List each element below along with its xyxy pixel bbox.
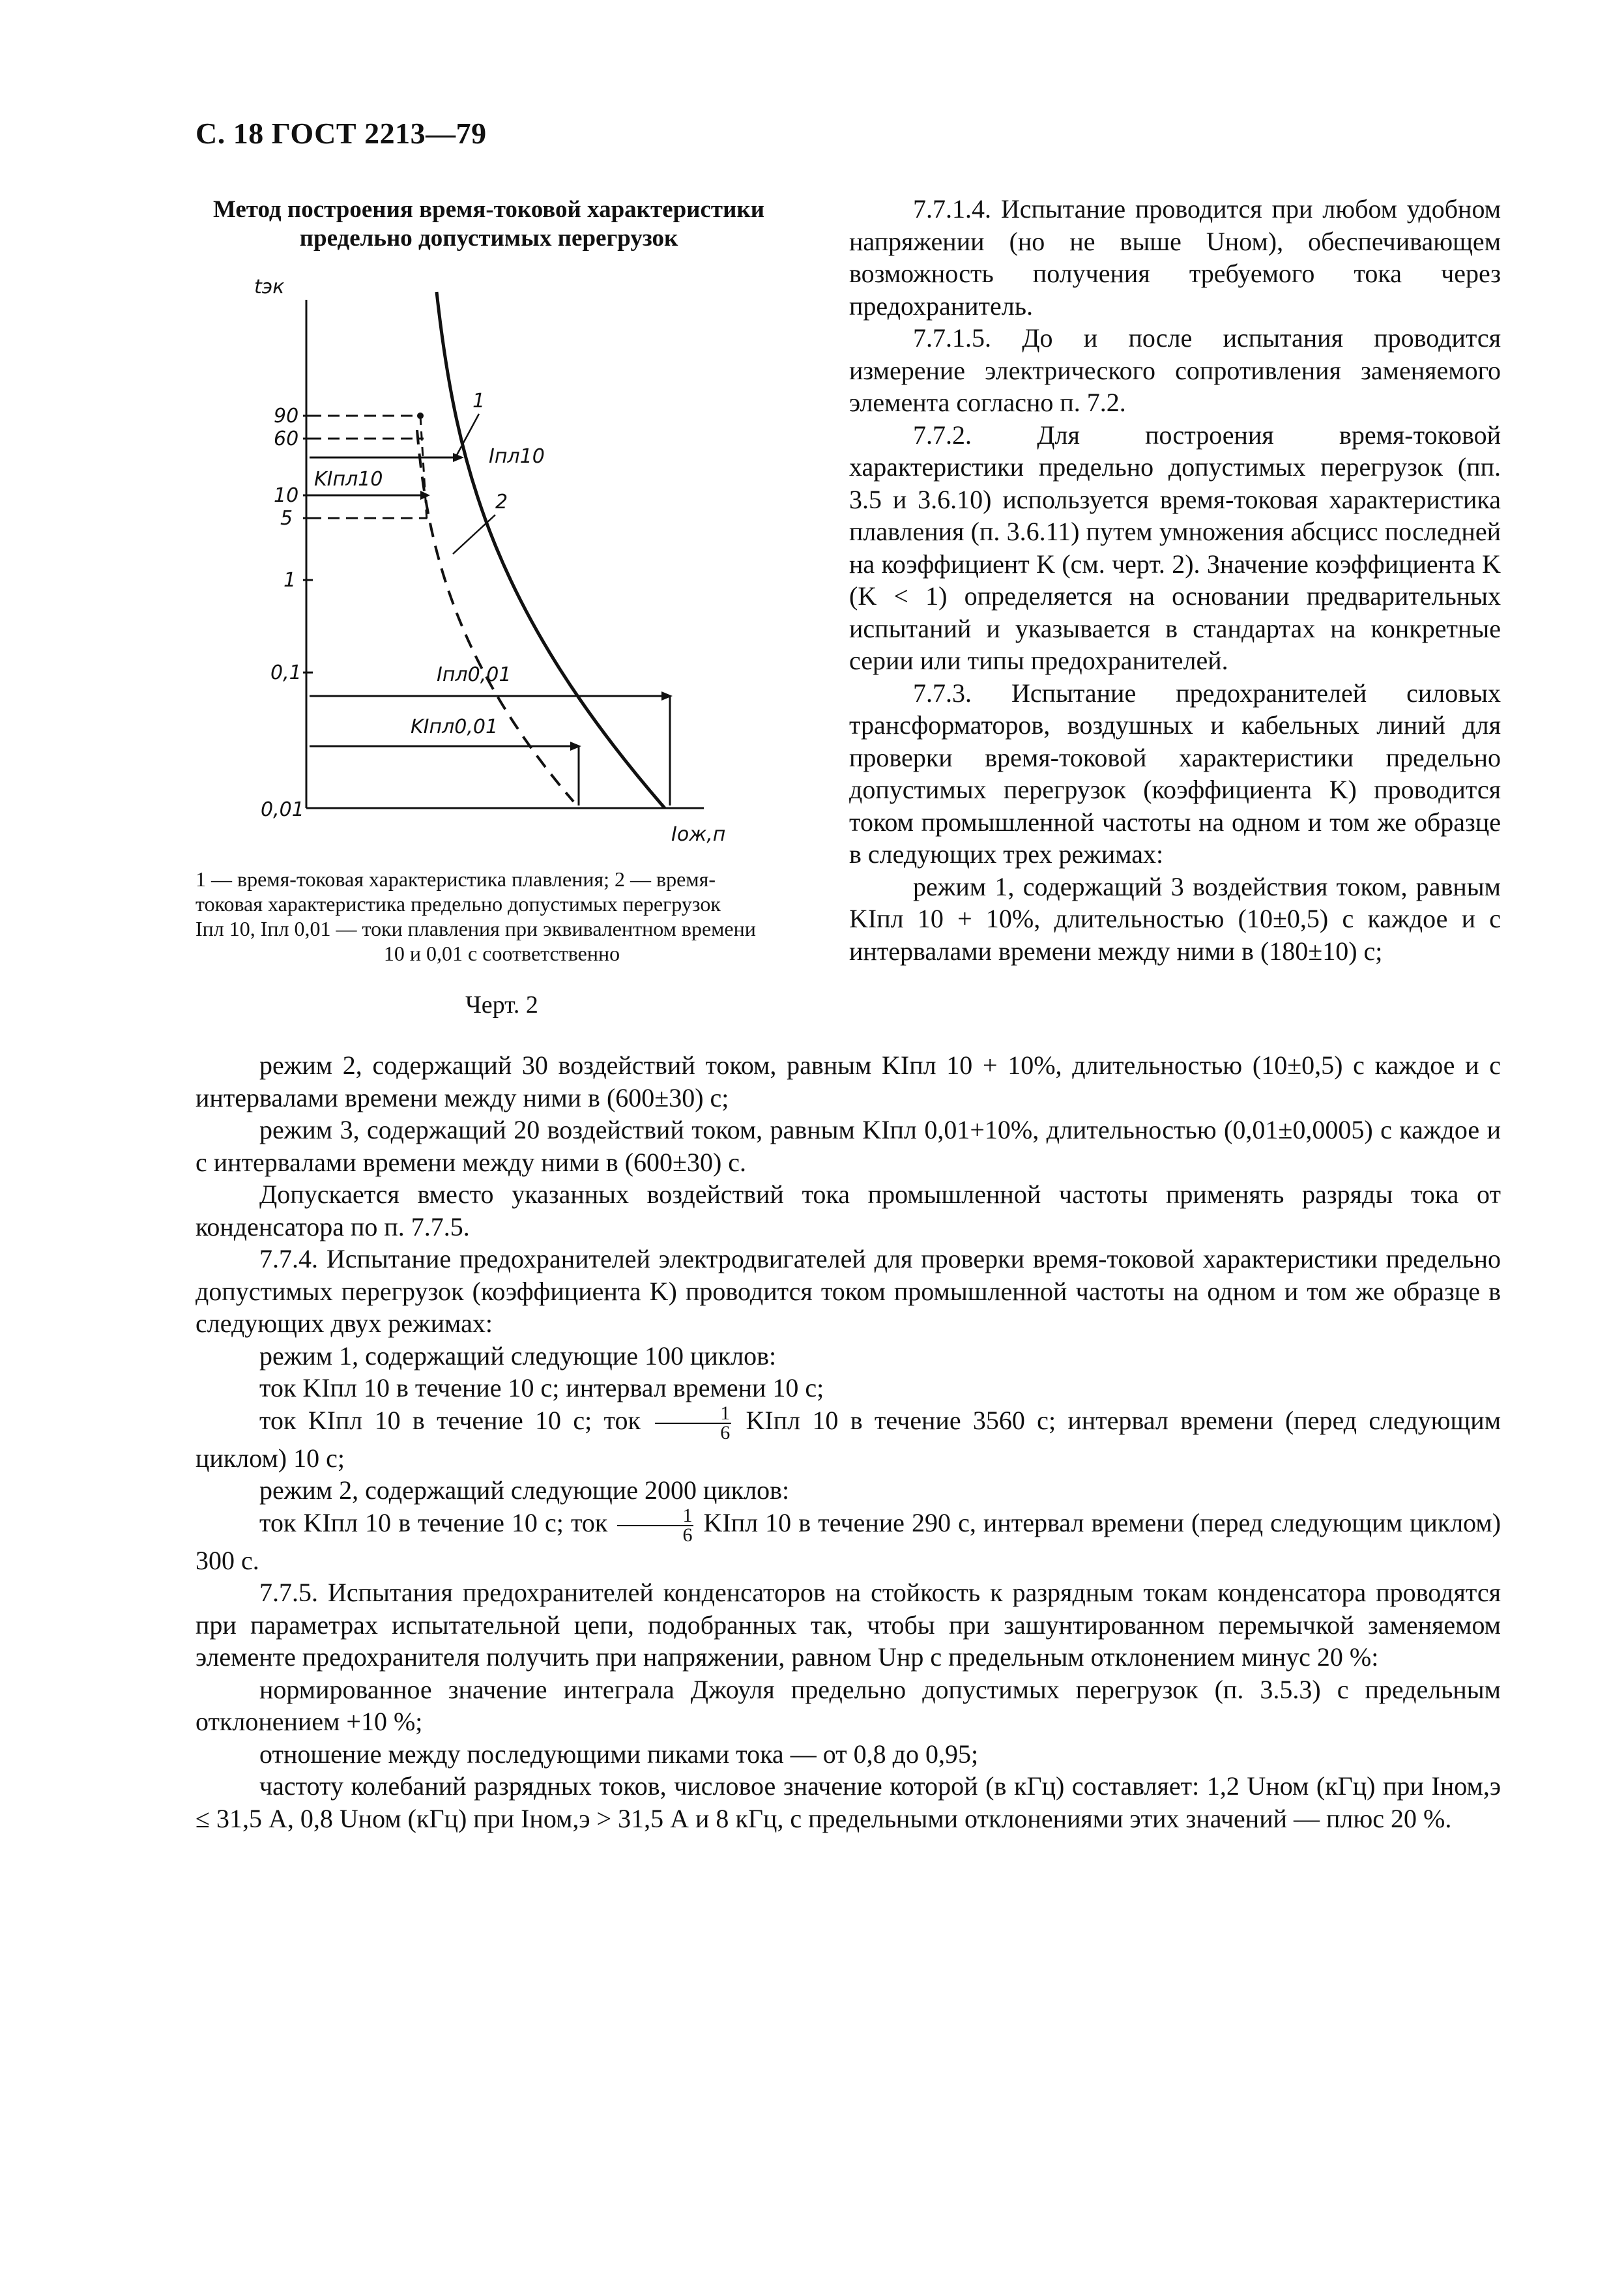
label-ipl10: Iпл10 xyxy=(489,445,545,468)
fraction-numerator-2: 1 xyxy=(617,1507,693,1526)
y-tick-5 xyxy=(280,507,313,530)
paragraph-frequency: частоту колебаний разрядных токов, числовое значение которой (в кГц) составляет: 1,2 Uном (кГц) при Iном,э ≤ 31,5 А, 0,8 Uном (кГц) при Iном,э > 31,5 А и 8 кГц, с предельными отклонениями этих значений — плюс 20 %. xyxy=(196,1771,1501,1833)
paragraph-7-7-4-mode-1: режим 1, содержащий следующие 100 циклов: xyxy=(259,1341,777,1371)
current-3-part-b: KIпл 10 в течение 290 с, интервал времени (перед следующим циклом) 300 с. xyxy=(196,1507,1501,1575)
caption-line-3: Iпл 10, Iпл 0,01 — токи плавления при эквивалентном времени xyxy=(196,917,756,940)
paragraph-peak-ratio: отношение между последующими пиками тока — от 0,8 до 0,95; xyxy=(259,1739,979,1769)
y-tick-label-0-01: 0,01 xyxy=(261,798,304,821)
time-current-diagram xyxy=(222,274,821,860)
paragraph-7-7-1-5: 7.7.1.5. До и после испытания проводится измерение электрического сопротивления заменяемого элемента согласно п. 7.2. xyxy=(849,323,1501,417)
caption-line-1: 1 — время-токовая характеристика плавления; 2 — время- xyxy=(196,867,716,891)
y-tick-label-90: 90 xyxy=(274,405,299,428)
ipl10-arrowhead xyxy=(453,453,464,462)
y-tick-1 xyxy=(283,569,313,592)
paragraph-7-7-5: 7.7.5. Испытания предохранителей конденсаторов на стойкость к разрядным токам конденсатора проводятся при параметрах испытательной цепи, подобранных так, чтобы при зашунтированном перемычкой заменяемом элементе предохранителя получить при напряжении, равном Uнр с предельным отклонением минус 20 %: xyxy=(196,1578,1501,1672)
current-2-part-b: KIпл 10 в течение 3560 с; интервал времени (перед следующим циклом) 10 с; xyxy=(196,1405,1501,1473)
label-kipl10: KIпл10 xyxy=(314,468,383,491)
paragraph-7-7-2: 7.7.2. Для построения время-токовой характеристики предельно допустимых перегрузок (пп. 3.5 и 3.6.10) используется время-токовая характеристика плавления (п. 3.6.11) путем умножения абсцисс последней на коэффициент K (см. черт. 2). Значение коэффициента K (K < 1) определяется на основании предварительных испытаний и указывается в стандартах на конкретные серии или типы предохранителей. xyxy=(849,420,1501,675)
paragraph-allowance: Допускается вместо указанных воздействий тока промышленной частоты применять разряды тока от конденсатора по п. 7.7.5. xyxy=(196,1180,1501,1241)
fraction-one-sixth xyxy=(655,1404,731,1442)
paragraph-mode-3: режим 3, содержащий 20 воздействий током, равным KIпл 0,01+10%, длительностью (0,01±0,0005) с каждое и с интервалами времени между ними в (600±30) с. xyxy=(196,1115,1501,1177)
x-axis-label: Iож,п xyxy=(671,823,726,846)
paragraph-joule-integral: нормированное значение интеграла Джоуля предельно допустимых перегрузок (п. 3.5.3) с предельным отклонением +10 %; xyxy=(196,1674,1501,1736)
leader-2 xyxy=(453,515,495,554)
figure-title xyxy=(189,196,789,253)
right-column-text xyxy=(849,193,1501,967)
label-kipl001: KIпл0,01 xyxy=(411,716,499,738)
point-90 xyxy=(417,413,424,419)
paragraph-current-1: ток KIпл 10 в течение 10 с; интервал времени 10 с; xyxy=(259,1373,824,1402)
fraction-denominator-2: 6 xyxy=(682,1524,693,1546)
current-2-part-a: ток KIпл 10 в течение 10 с; ток xyxy=(259,1405,641,1435)
y-tick-label-0-1: 0,1 xyxy=(270,661,302,684)
fraction-numerator: 1 xyxy=(655,1404,731,1424)
page-header: С. 18 ГОСТ 2213—79 xyxy=(196,117,487,150)
paragraph-mode-2: режим 2, содержащий 30 воздействий током, равным KIпл 10 + 10%, длительностью (10±0,5) с каждое и с интервалами времени между ними в (600±30) с; xyxy=(196,1051,1501,1112)
curve-label-1: 1 xyxy=(472,390,486,413)
figure-title-line-1: Метод построения время-токовой характеристики xyxy=(212,196,765,223)
paragraph-7-7-3: 7.7.3. Испытание предохранителей силовых трансформаторов, воздушных и кабельных линий для проверки время-токовой характеристики предельно допустимых перегрузок (коэффициента K) проводится током промышленной частоты на одном и том же образце в следующих трех режимах: xyxy=(849,678,1501,869)
y-tick-label-5: 5 xyxy=(280,507,293,530)
paragraph-current-3 xyxy=(196,1504,1501,1577)
fraction-denominator: 6 xyxy=(720,1421,731,1443)
y-tick-label-60: 60 xyxy=(274,428,299,450)
paragraph-7-7-1-4: 7.7.1.4. Испытание проводится при любом удобном напряжении (но не выше Uном), обеспечивающем возможность получения требуемого тока через предохранитель. xyxy=(849,194,1501,321)
fraction-one-sixth-2 xyxy=(617,1504,693,1546)
full-width-text xyxy=(196,1049,1501,1835)
y-tick-label-10: 10 xyxy=(274,484,299,507)
y-axis-label: tэк xyxy=(254,276,285,298)
curve-label-2: 2 xyxy=(495,491,508,514)
current-3-part-a: ток KIпл 10 в течение 10 с; ток xyxy=(259,1507,608,1537)
caption-line-4: 10 и 0,01 с соответственно xyxy=(383,942,620,965)
paragraph-current-2 xyxy=(196,1404,1501,1475)
chart-number-label: Черт. 2 xyxy=(465,991,538,1019)
paragraph-7-7-4: 7.7.4. Испытание предохранителей электродвигателей для проверки время-токовой характеристики предельно допустимых перегрузок (коэффициента K) проводится током промышленной частоты на одном и том же образце в следующих двух режимах: xyxy=(196,1244,1501,1338)
figure-title-line-2: предельно допустимых перегрузок xyxy=(299,225,678,252)
caption-line-2: токовая характеристика предельно допустимых перегрузок xyxy=(196,892,721,916)
figure-caption xyxy=(196,867,808,966)
label-ipl001: Iпл0,01 xyxy=(437,663,512,686)
paragraph-mode-1: режим 1, содержащий 3 воздействия током, равным KIпл 10 + 10%, длительностью (10±0,5) с каждое и с интервалами времени между ними в (180±10) с; xyxy=(849,871,1501,966)
paragraph-7-7-4-mode-2: режим 2, содержащий следующие 2000 циклов: xyxy=(259,1475,790,1505)
y-tick-label-1: 1 xyxy=(283,569,297,592)
